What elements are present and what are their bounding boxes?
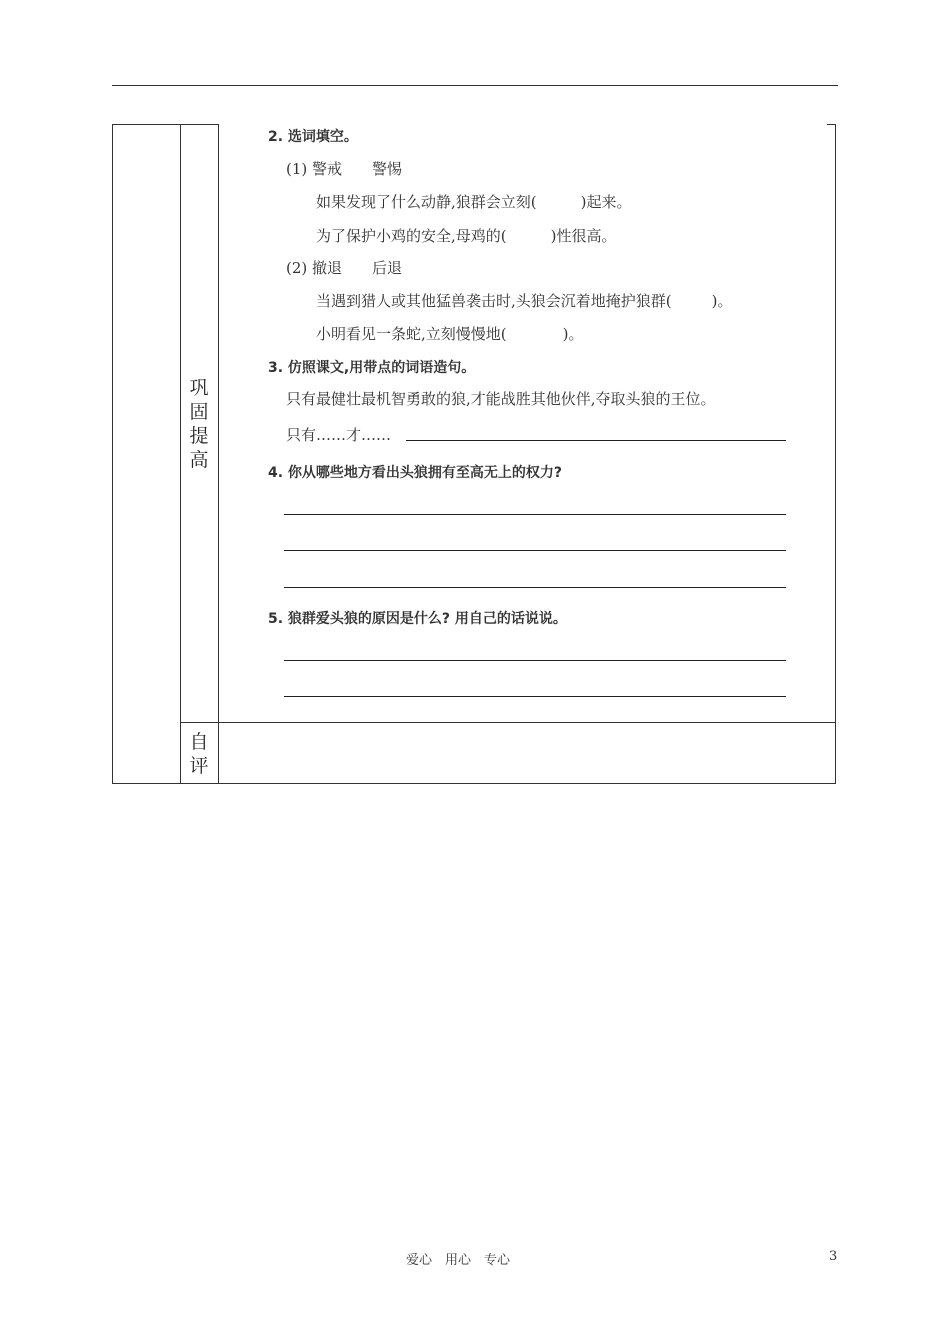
column-divider-2 xyxy=(218,124,219,784)
q2-part1-sentence1: 如果发现了什么动静,狼群会立刻( )起来。 xyxy=(316,193,632,211)
worksheet-table xyxy=(112,124,836,784)
label-self-eval: 自 评 xyxy=(189,731,209,777)
table-top-gap xyxy=(219,118,827,126)
header-rule xyxy=(112,85,838,86)
footer-motto: 爱心 用心 专心 xyxy=(406,1253,511,1268)
q2-part2-options: (2) 撤退 后退 xyxy=(286,259,403,277)
q3-example-sentence: 只有最健壮最机智勇敢的狼,才能战胜其他伙伴,夺取头狼的王位。 xyxy=(286,390,716,408)
q4-title: 4. 你从哪些地方看出头狼拥有至高无上的权力? xyxy=(268,465,563,481)
q2-title: 2. 选词填空。 xyxy=(268,129,358,145)
q4-answer-line-2[interactable] xyxy=(284,550,786,551)
q3-answer-line[interactable] xyxy=(406,440,786,441)
q2-part2-sentence2: 小明看见一条蛇,立刻慢慢地( )。 xyxy=(316,325,584,343)
q4-answer-line-3[interactable] xyxy=(284,587,786,588)
q3-title: 3. 仿照课文,用带点的词语造句。 xyxy=(268,360,476,376)
q2-part1-options: (1) 警戒 警惕 xyxy=(286,160,403,178)
q4-answer-line-1[interactable] xyxy=(284,514,786,515)
page-number: 3 xyxy=(829,1249,838,1264)
q2-part2-sentence1: 当遇到猎人或其他猛兽袭击时,头狼会沉着地掩护狼群( )。 xyxy=(316,292,733,310)
q5-answer-line-2[interactable] xyxy=(284,696,786,697)
q3-pattern: 只有……才…… xyxy=(286,426,392,444)
row-divider xyxy=(180,722,836,723)
q5-answer-line-1[interactable] xyxy=(284,660,786,661)
label-consolidate: 巩 固 提 高 xyxy=(189,377,209,471)
q2-part1-sentence2: 为了保护小鸡的安全,母鸡的( )性很高。 xyxy=(316,227,617,245)
q5-title: 5. 狼群爱头狼的原因是什么? 用自己的话说说。 xyxy=(268,611,567,627)
